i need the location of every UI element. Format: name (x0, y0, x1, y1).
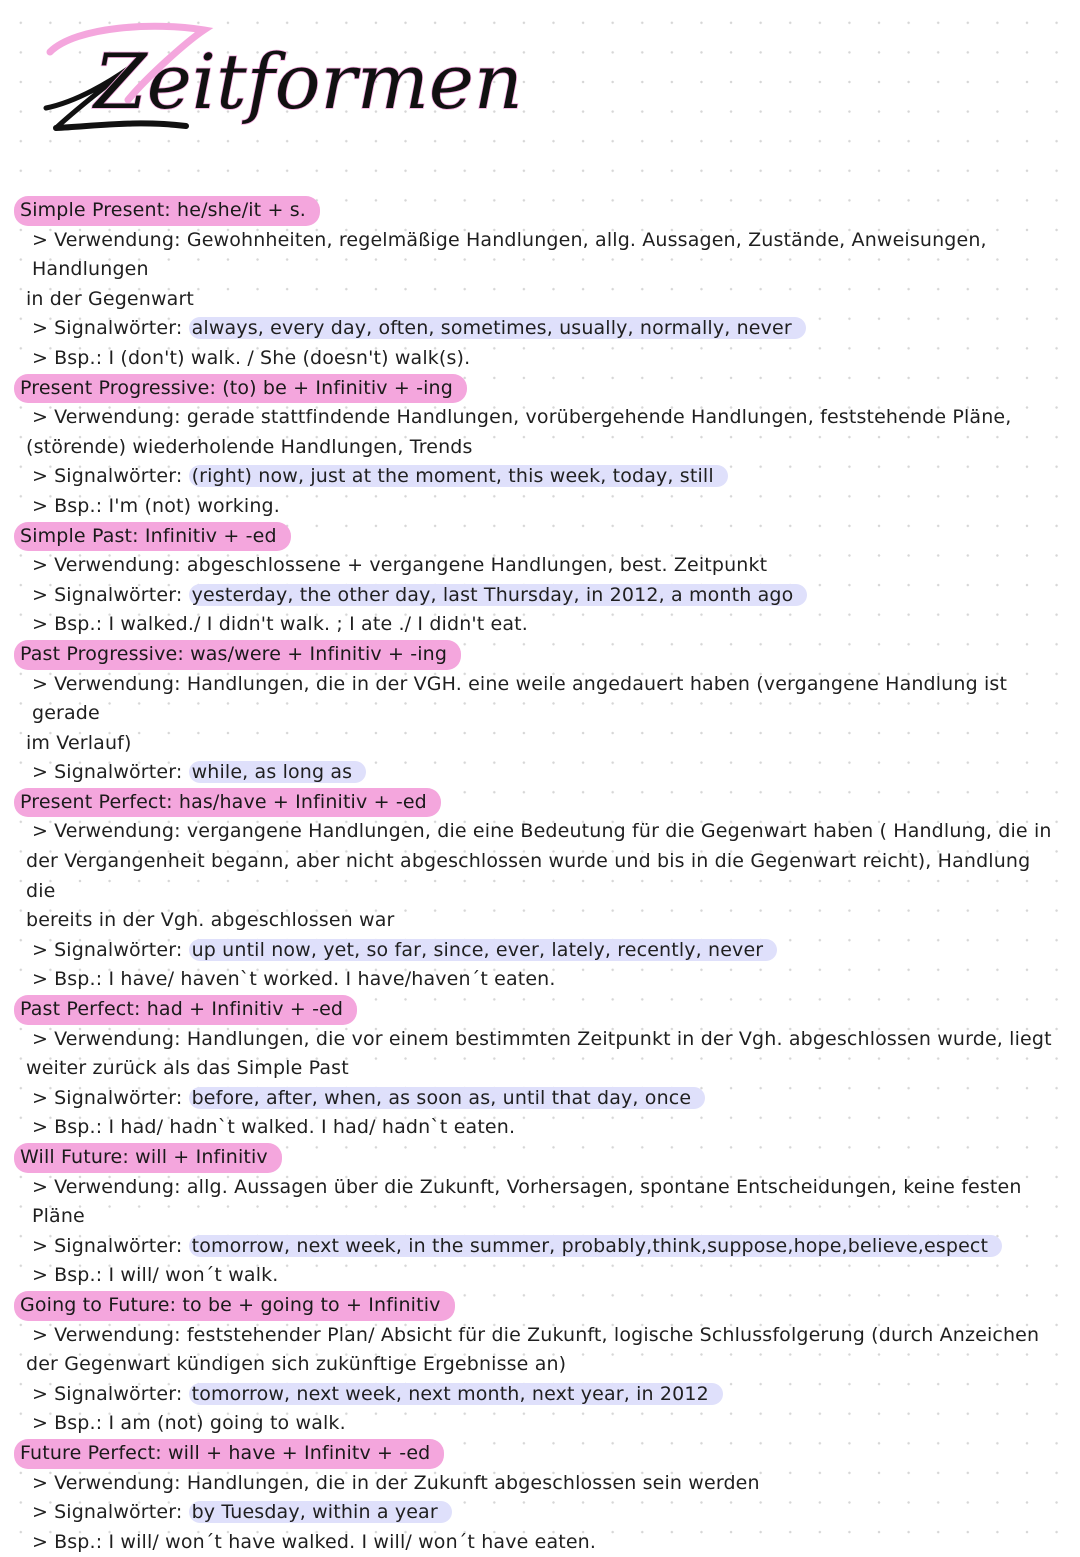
arrow-icon: > (32, 672, 49, 695)
arrow-icon: > (32, 1323, 49, 1346)
usage-line (20, 226, 1060, 285)
usage-line (20, 1173, 1060, 1232)
signal-line (20, 581, 1060, 611)
arrow-icon: > (32, 1234, 49, 1257)
usage-line (20, 403, 1060, 433)
arrow-icon: > (32, 613, 49, 636)
usage-label: Verwendung: (54, 554, 181, 577)
usage-continuation: bereits in der Vgh. abgeschlossen war (26, 909, 395, 932)
arrow-icon: > (32, 583, 49, 606)
usage-line (20, 1469, 1060, 1499)
page-title (36, 8, 523, 143)
usage-text: allg. Aussagen über die Zukunft, Vorhersagen, spontane Entscheidungen, keine festen Pläne (32, 1175, 1022, 1228)
usage-continuation: der Vergangenheit begann, aber nicht abgeschlossen wurde und bis in die Gegenwart reicht), Handlung die (26, 850, 1031, 902)
example-text: I will/ won´t have walked. I will/ won´t have eaten. (108, 1530, 597, 1553)
signal-words: before, after, when, as soon as, until that day, once (189, 1087, 706, 1109)
usage-label: Verwendung: (54, 1471, 181, 1494)
signal-words: yesterday, the other day, last Thursday, in 2012, a month ago (189, 584, 808, 606)
tense-heading: Past Progressive: was/were + Infinitiv + -ing (14, 640, 461, 670)
signal-label: Signalwörter: (54, 1382, 183, 1405)
signal-line (20, 1232, 1060, 1262)
example-label: Bsp.: (54, 968, 103, 991)
signal-words: while, as long as (189, 761, 367, 783)
usage-continuation: der Gegenwart kündigen sich zukünftige Ergebnisse an) (26, 1353, 567, 1376)
example-line (20, 1528, 1060, 1557)
signal-line (20, 1498, 1060, 1528)
tense-heading: Going to Future: to be + going to + Infinitiv (14, 1291, 455, 1321)
title-text: Zeitformen (94, 37, 523, 126)
tense-heading: Present Perfect: has/have + Infinitiv + -ed (14, 788, 441, 818)
signal-label: Signalwörter: (54, 583, 183, 606)
signal-line (20, 758, 1060, 788)
example-line (20, 1113, 1060, 1143)
usage-label: Verwendung: (54, 672, 181, 695)
signal-words: up until now, yet, so far, since, ever, lately, recently, never (189, 939, 778, 961)
example-text: I have/ haven`t worked. I have/haven´t eaten. (108, 968, 556, 991)
example-line (20, 965, 1060, 995)
signal-label: Signalwörter: (54, 465, 183, 488)
signal-label: Signalwörter: (54, 1501, 183, 1524)
arrow-icon: > (32, 1471, 49, 1494)
example-text: I had/ hadn`t walked. I had/ hadn`t eaten. (108, 1116, 516, 1139)
example-text: I will/ won´t walk. (108, 1264, 279, 1287)
usage-text: Handlungen, die in der Zukunft abgeschlossen sein werden (186, 1471, 760, 1494)
signal-words: always, every day, often, sometimes, usually, normally, never (189, 317, 806, 339)
signal-words: (right) now, just at the moment, this week, today, still (189, 465, 728, 487)
arrow-icon: > (32, 317, 49, 340)
signal-words: tomorrow, next week, next month, next year, in 2012 (189, 1383, 723, 1405)
example-label: Bsp.: (54, 1412, 103, 1435)
signal-words: by Tuesday, within a year (189, 1501, 452, 1523)
example-line (20, 492, 1060, 522)
usage-line (20, 1321, 1060, 1351)
arrow-icon: > (32, 1501, 49, 1524)
usage-label: Verwendung: (54, 228, 181, 251)
signal-line (20, 1084, 1060, 1114)
tense-heading: Future Perfect: will + have + Infinitv + -ed (14, 1439, 444, 1469)
tense-heading: Past Perfect: had + Infinitiv + -ed (14, 995, 357, 1025)
arrow-icon: > (32, 406, 49, 429)
usage-label: Verwendung: (54, 406, 181, 429)
example-label: Bsp.: (54, 494, 103, 517)
signal-label: Signalwörter: (54, 1086, 183, 1109)
arrow-icon: > (32, 346, 49, 369)
usage-continuation: (störende) wiederholende Handlungen, Trends (26, 435, 473, 458)
signal-label: Signalwörter: (54, 761, 183, 784)
example-label: Bsp.: (54, 1530, 103, 1553)
arrow-icon: > (32, 1412, 49, 1435)
signal-words: tomorrow, next week, in the summer, probably,think,suppose,hope,believe,espect (189, 1235, 1003, 1257)
arrow-icon: > (32, 938, 49, 961)
usage-line (20, 551, 1060, 581)
arrow-icon: > (32, 554, 49, 577)
arrow-icon: > (32, 1175, 49, 1198)
usage-text: Handlungen, die vor einem bestimmten Zeitpunkt in der Vgh. abgeschlossen wurde, liegt (186, 1027, 1052, 1050)
signal-line (20, 314, 1060, 344)
usage-text: Handlungen, die in der VGH. eine weile angedauert haben (vergangene Handlung ist gerade (32, 672, 1008, 725)
arrow-icon: > (32, 494, 49, 517)
usage-label: Verwendung: (54, 1323, 181, 1346)
usage-label: Verwendung: (54, 820, 181, 843)
usage-line (20, 817, 1060, 847)
arrow-icon: > (32, 465, 49, 488)
usage-text: feststehender Plan/ Absicht für die Zukunft, logische Schlussfolgerung (durch Anzeichen (186, 1323, 1040, 1346)
example-text: I walked./ I didn't walk. ; I ate ./ I didn't eat. (108, 613, 528, 636)
usage-continuation: im Verlauf) (26, 731, 132, 754)
arrow-icon: > (32, 228, 49, 251)
signal-label: Signalwörter: (54, 938, 183, 961)
arrow-icon: > (32, 761, 49, 784)
example-text: I am (not) going to walk. (108, 1412, 346, 1435)
tense-heading: Simple Past: Infinitiv + -ed (14, 522, 291, 552)
tense-heading: Will Future: will + Infinitiv (14, 1143, 282, 1173)
arrow-icon: > (32, 1027, 49, 1050)
example-line (20, 1261, 1060, 1291)
arrow-icon: > (32, 1382, 49, 1405)
signal-line (20, 462, 1060, 492)
example-line (20, 610, 1060, 640)
arrow-icon: > (32, 968, 49, 991)
usage-continuation: weiter zurück als das Simple Past (26, 1057, 349, 1080)
usage-text: gerade stattfindende Handlungen, vorübergehende Handlungen, feststehende Pläne, (186, 406, 1012, 429)
usage-line (20, 1025, 1060, 1055)
example-label: Bsp.: (54, 1116, 103, 1139)
arrow-icon: > (32, 1530, 49, 1553)
tense-heading: Simple Present: he/she/it + s. (14, 196, 320, 226)
example-text: I (don't) walk. / She (doesn't) walk(s). (108, 346, 471, 369)
usage-label: Verwendung: (54, 1027, 181, 1050)
tense-notes (20, 196, 1060, 1557)
arrow-icon: > (32, 820, 49, 843)
tense-heading: Present Progressive: (to) be + Infinitiv + -ing (14, 374, 467, 404)
usage-text: abgeschlossene + vergangene Handlungen, best. Zeitpunkt (186, 554, 768, 577)
usage-line (20, 670, 1060, 729)
example-label: Bsp.: (54, 613, 103, 636)
title-lettering (36, 8, 523, 143)
arrow-icon: > (32, 1116, 49, 1139)
signal-label: Signalwörter: (54, 317, 183, 340)
usage-text: Gewohnheiten, regelmäßige Handlungen, allg. Aussagen, Zustände, Anweisungen, Handlungen (32, 228, 987, 281)
arrow-icon: > (32, 1086, 49, 1109)
usage-text: vergangene Handlungen, die eine Bedeutung für die Gegenwart haben ( Handlung, die in (186, 820, 1052, 843)
example-line (20, 1409, 1060, 1439)
example-text: I'm (not) working. (108, 494, 280, 517)
example-line (20, 344, 1060, 374)
signal-line (20, 1380, 1060, 1410)
example-label: Bsp.: (54, 346, 103, 369)
usage-label: Verwendung: (54, 1175, 181, 1198)
example-label: Bsp.: (54, 1264, 103, 1287)
signal-label: Signalwörter: (54, 1234, 183, 1257)
signal-line (20, 936, 1060, 966)
arrow-icon: > (32, 1264, 49, 1287)
usage-continuation: in der Gegenwart (26, 287, 195, 310)
